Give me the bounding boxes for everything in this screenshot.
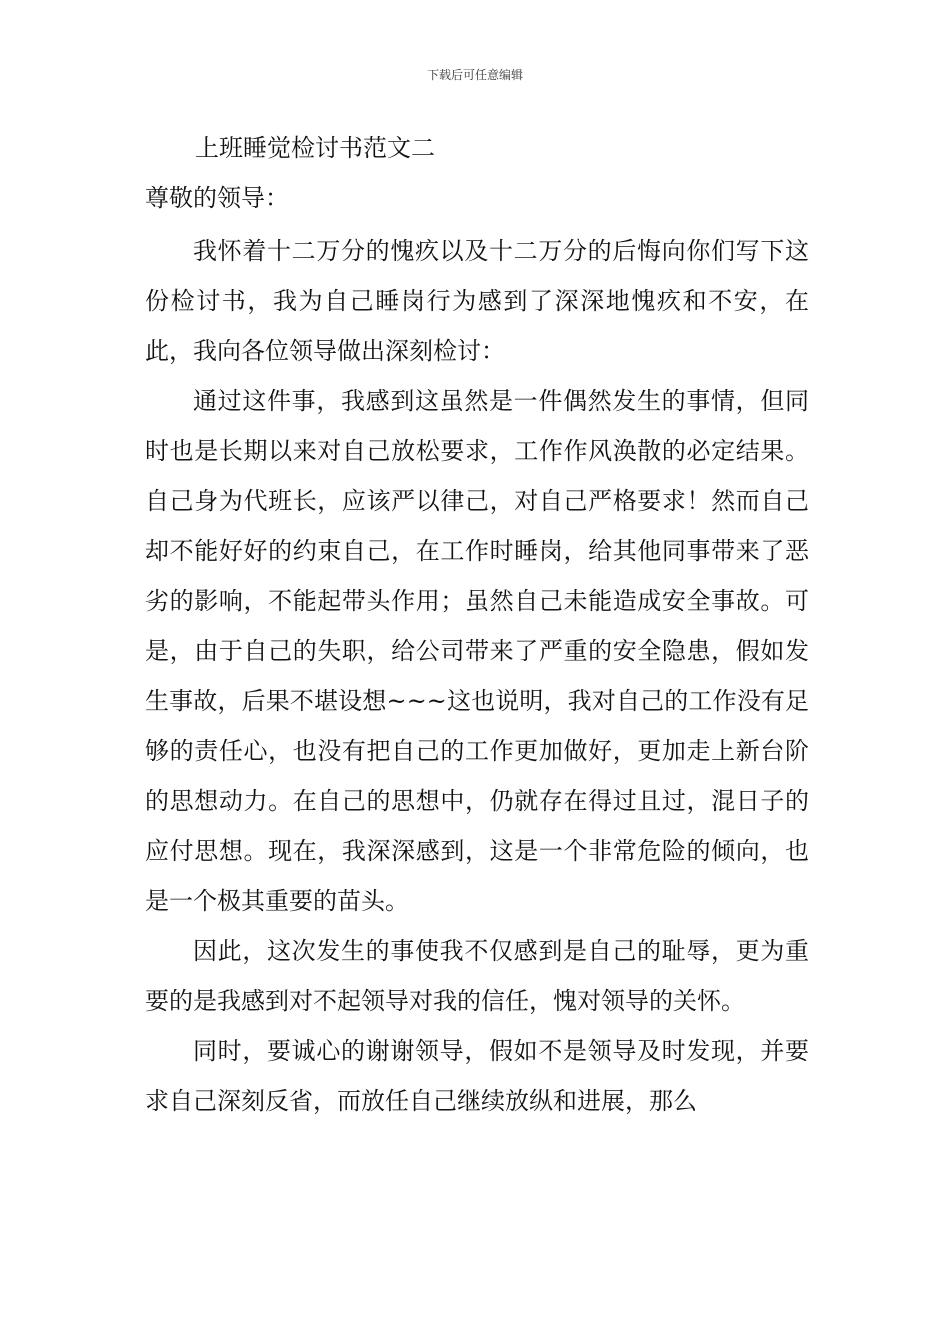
salutation: 尊敬的领导： — [145, 184, 289, 212]
paragraph: 我怀着十二万分的愧疚以及十二万分的后悔向你们写下这份检讨书，我为自己睡岗行为感到了深深地愧疚和不安，在此，我向各位领导做出深刻检讨： — [145, 237, 809, 365]
paragraph: 因此，这次发生的事使我不仅感到是自己的耻辱，更为重要的是我感到对不起领导对我的信任，愧对领导的关怀。 — [145, 937, 809, 1015]
page-header-note: 下载后可任意编辑 — [426, 68, 523, 82]
paragraph: 同时，要诚心的谢谢领导，假如不是领导及时发现，并要求自己深刻反省，而放任自己继续放纵和进展，那么 — [145, 1037, 809, 1115]
document-body — [145, 226, 809, 1126]
document-title: 上班睡觉检讨书范文二 — [195, 134, 435, 162]
paragraph: 通过这件事，我感到这虽然是一件偶然发生的事情，但同时也是长期以来对自己放松要求，工作作风涣散的必定结果。自己身为代班长，应该严以律己，对自己严格要求！然而自己却不能好好的约束自己，在工作时睡岗，给其他同事带来了恶劣的影响，不能起带头作用；虽然自己未能造成安全事故。可是，由于自己的失职，给公司带来了严重的安全隐患，假如发生事故，后果不堪设想~~~这也说明，我对自己的工作没有足够的责任心，也没有把自己的工作更加做好，更加走上新台阶的思想动力。在自己的思想中，仍就存在得过且过，混日子的应付思想。现在，我深深感到，这是一个非常危险的倾向，也是一个极其重要的苗头。 — [145, 387, 809, 915]
